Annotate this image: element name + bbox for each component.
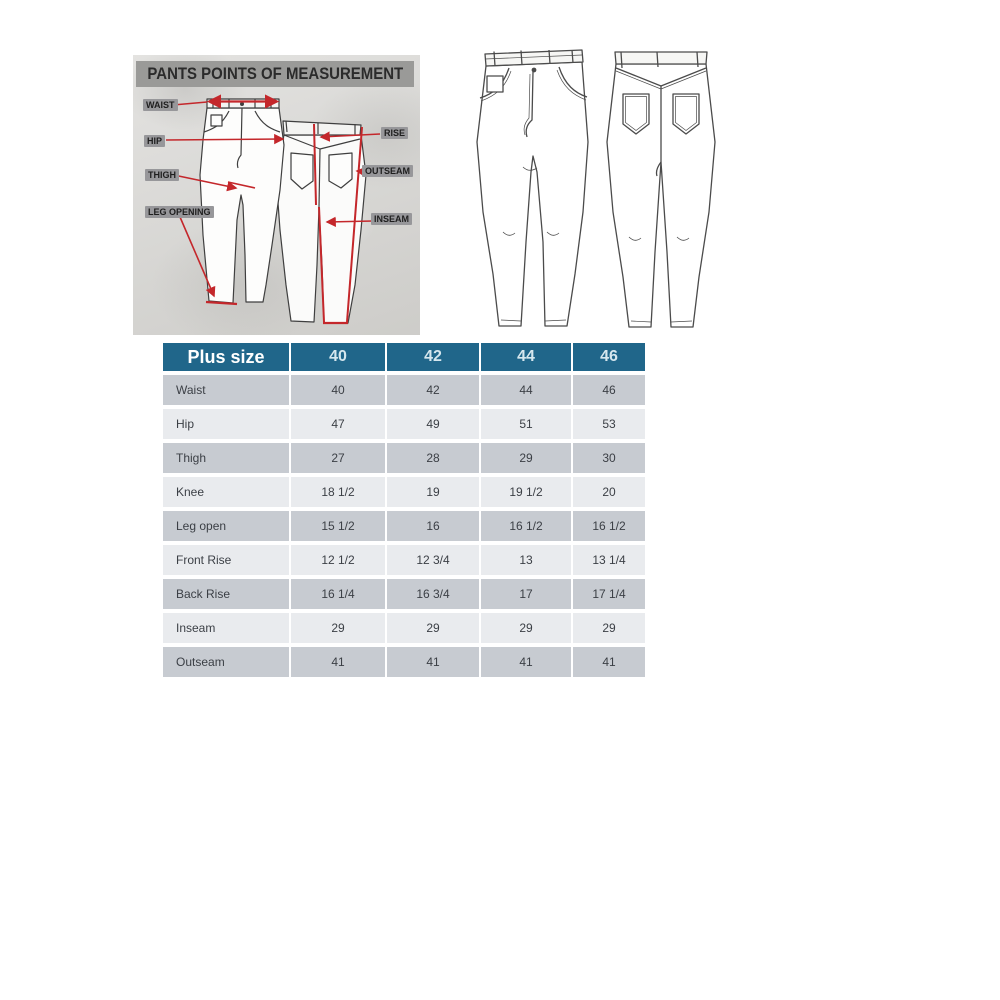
pants-front-view-illustration <box>477 50 588 326</box>
row-label: Knee <box>163 477 289 507</box>
row-label: Waist <box>163 375 289 405</box>
size-value-cell: 44 <box>481 375 571 405</box>
table-row <box>163 443 645 473</box>
measurement-diagram <box>133 55 420 335</box>
size-value-cell: 40 <box>291 375 385 405</box>
size-value-cell: 29 <box>387 613 479 643</box>
table-row <box>163 477 645 507</box>
table-row <box>163 511 645 541</box>
measurement-label-leg-opening: LEG OPENING <box>145 206 214 218</box>
size-value-cell: 30 <box>573 443 645 473</box>
size-value-cell: 15 1/2 <box>291 511 385 541</box>
size-value-cell: 47 <box>291 409 385 439</box>
size-table-body <box>163 375 645 677</box>
row-label: Front Rise <box>163 545 289 575</box>
size-value-cell: 53 <box>573 409 645 439</box>
table-title-cell: Plus size <box>163 343 289 371</box>
table-row <box>163 375 645 405</box>
size-value-cell: 19 1/2 <box>481 477 571 507</box>
diagram-title: PANTS POINTS OF MEASUREMENT <box>147 64 403 83</box>
row-label: Thigh <box>163 443 289 473</box>
size-value-cell: 41 <box>291 647 385 677</box>
size-value-cell: 16 1/4 <box>291 579 385 609</box>
table-row <box>163 409 645 439</box>
size-value-cell: 41 <box>573 647 645 677</box>
size-value-cell: 46 <box>573 375 645 405</box>
size-value-cell: 12 3/4 <box>387 545 479 575</box>
size-value-cell: 16 3/4 <box>387 579 479 609</box>
row-label: Outseam <box>163 647 289 677</box>
row-label: Hip <box>163 409 289 439</box>
diagram-front-pants <box>200 99 284 303</box>
size-value-cell: 51 <box>481 409 571 439</box>
size-value-cell: 12 1/2 <box>291 545 385 575</box>
size-value-cell: 49 <box>387 409 479 439</box>
pants-back-view-illustration <box>607 52 715 327</box>
size-value-cell: 41 <box>481 647 571 677</box>
size-value-cell: 29 <box>573 613 645 643</box>
measurement-label-rise: RISE <box>381 127 408 139</box>
table-row <box>163 613 645 643</box>
size-value-cell: 29 <box>481 613 571 643</box>
size-value-cell: 27 <box>291 443 385 473</box>
size-column-header: 46 <box>573 343 645 371</box>
measurement-label-outseam: OUTSEAM <box>362 165 413 177</box>
row-label: Leg open <box>163 511 289 541</box>
size-value-cell: 17 1/4 <box>573 579 645 609</box>
size-value-cell: 13 1/4 <box>573 545 645 575</box>
size-value-cell: 41 <box>387 647 479 677</box>
measurement-label-thigh: THIGH <box>145 169 179 181</box>
size-value-cell: 17 <box>481 579 571 609</box>
measurement-label-waist: WAIST <box>143 99 178 111</box>
pants-flat-sketches <box>463 42 741 337</box>
measurement-label-inseam: INSEAM <box>371 213 412 225</box>
header-row <box>163 343 645 371</box>
size-column-header: 42 <box>387 343 479 371</box>
table-row <box>163 579 645 609</box>
measurement-label-hip: HIP <box>144 135 165 147</box>
size-value-cell: 28 <box>387 443 479 473</box>
size-value-cell: 29 <box>481 443 571 473</box>
size-value-cell: 16 1/2 <box>481 511 571 541</box>
row-label: Inseam <box>163 613 289 643</box>
size-table <box>161 339 647 681</box>
size-value-cell: 19 <box>387 477 479 507</box>
size-column-header: 40 <box>291 343 385 371</box>
size-value-cell: 18 1/2 <box>291 477 385 507</box>
size-table-header <box>163 343 645 371</box>
table-row <box>163 545 645 575</box>
size-value-cell: 13 <box>481 545 571 575</box>
row-label: Back Rise <box>163 579 289 609</box>
table-row <box>163 647 645 677</box>
size-value-cell: 20 <box>573 477 645 507</box>
annotated-pants-illustration <box>133 55 420 335</box>
size-value-cell: 29 <box>291 613 385 643</box>
size-column-header: 44 <box>481 343 571 371</box>
size-value-cell: 16 1/2 <box>573 511 645 541</box>
size-value-cell: 16 <box>387 511 479 541</box>
size-value-cell: 42 <box>387 375 479 405</box>
